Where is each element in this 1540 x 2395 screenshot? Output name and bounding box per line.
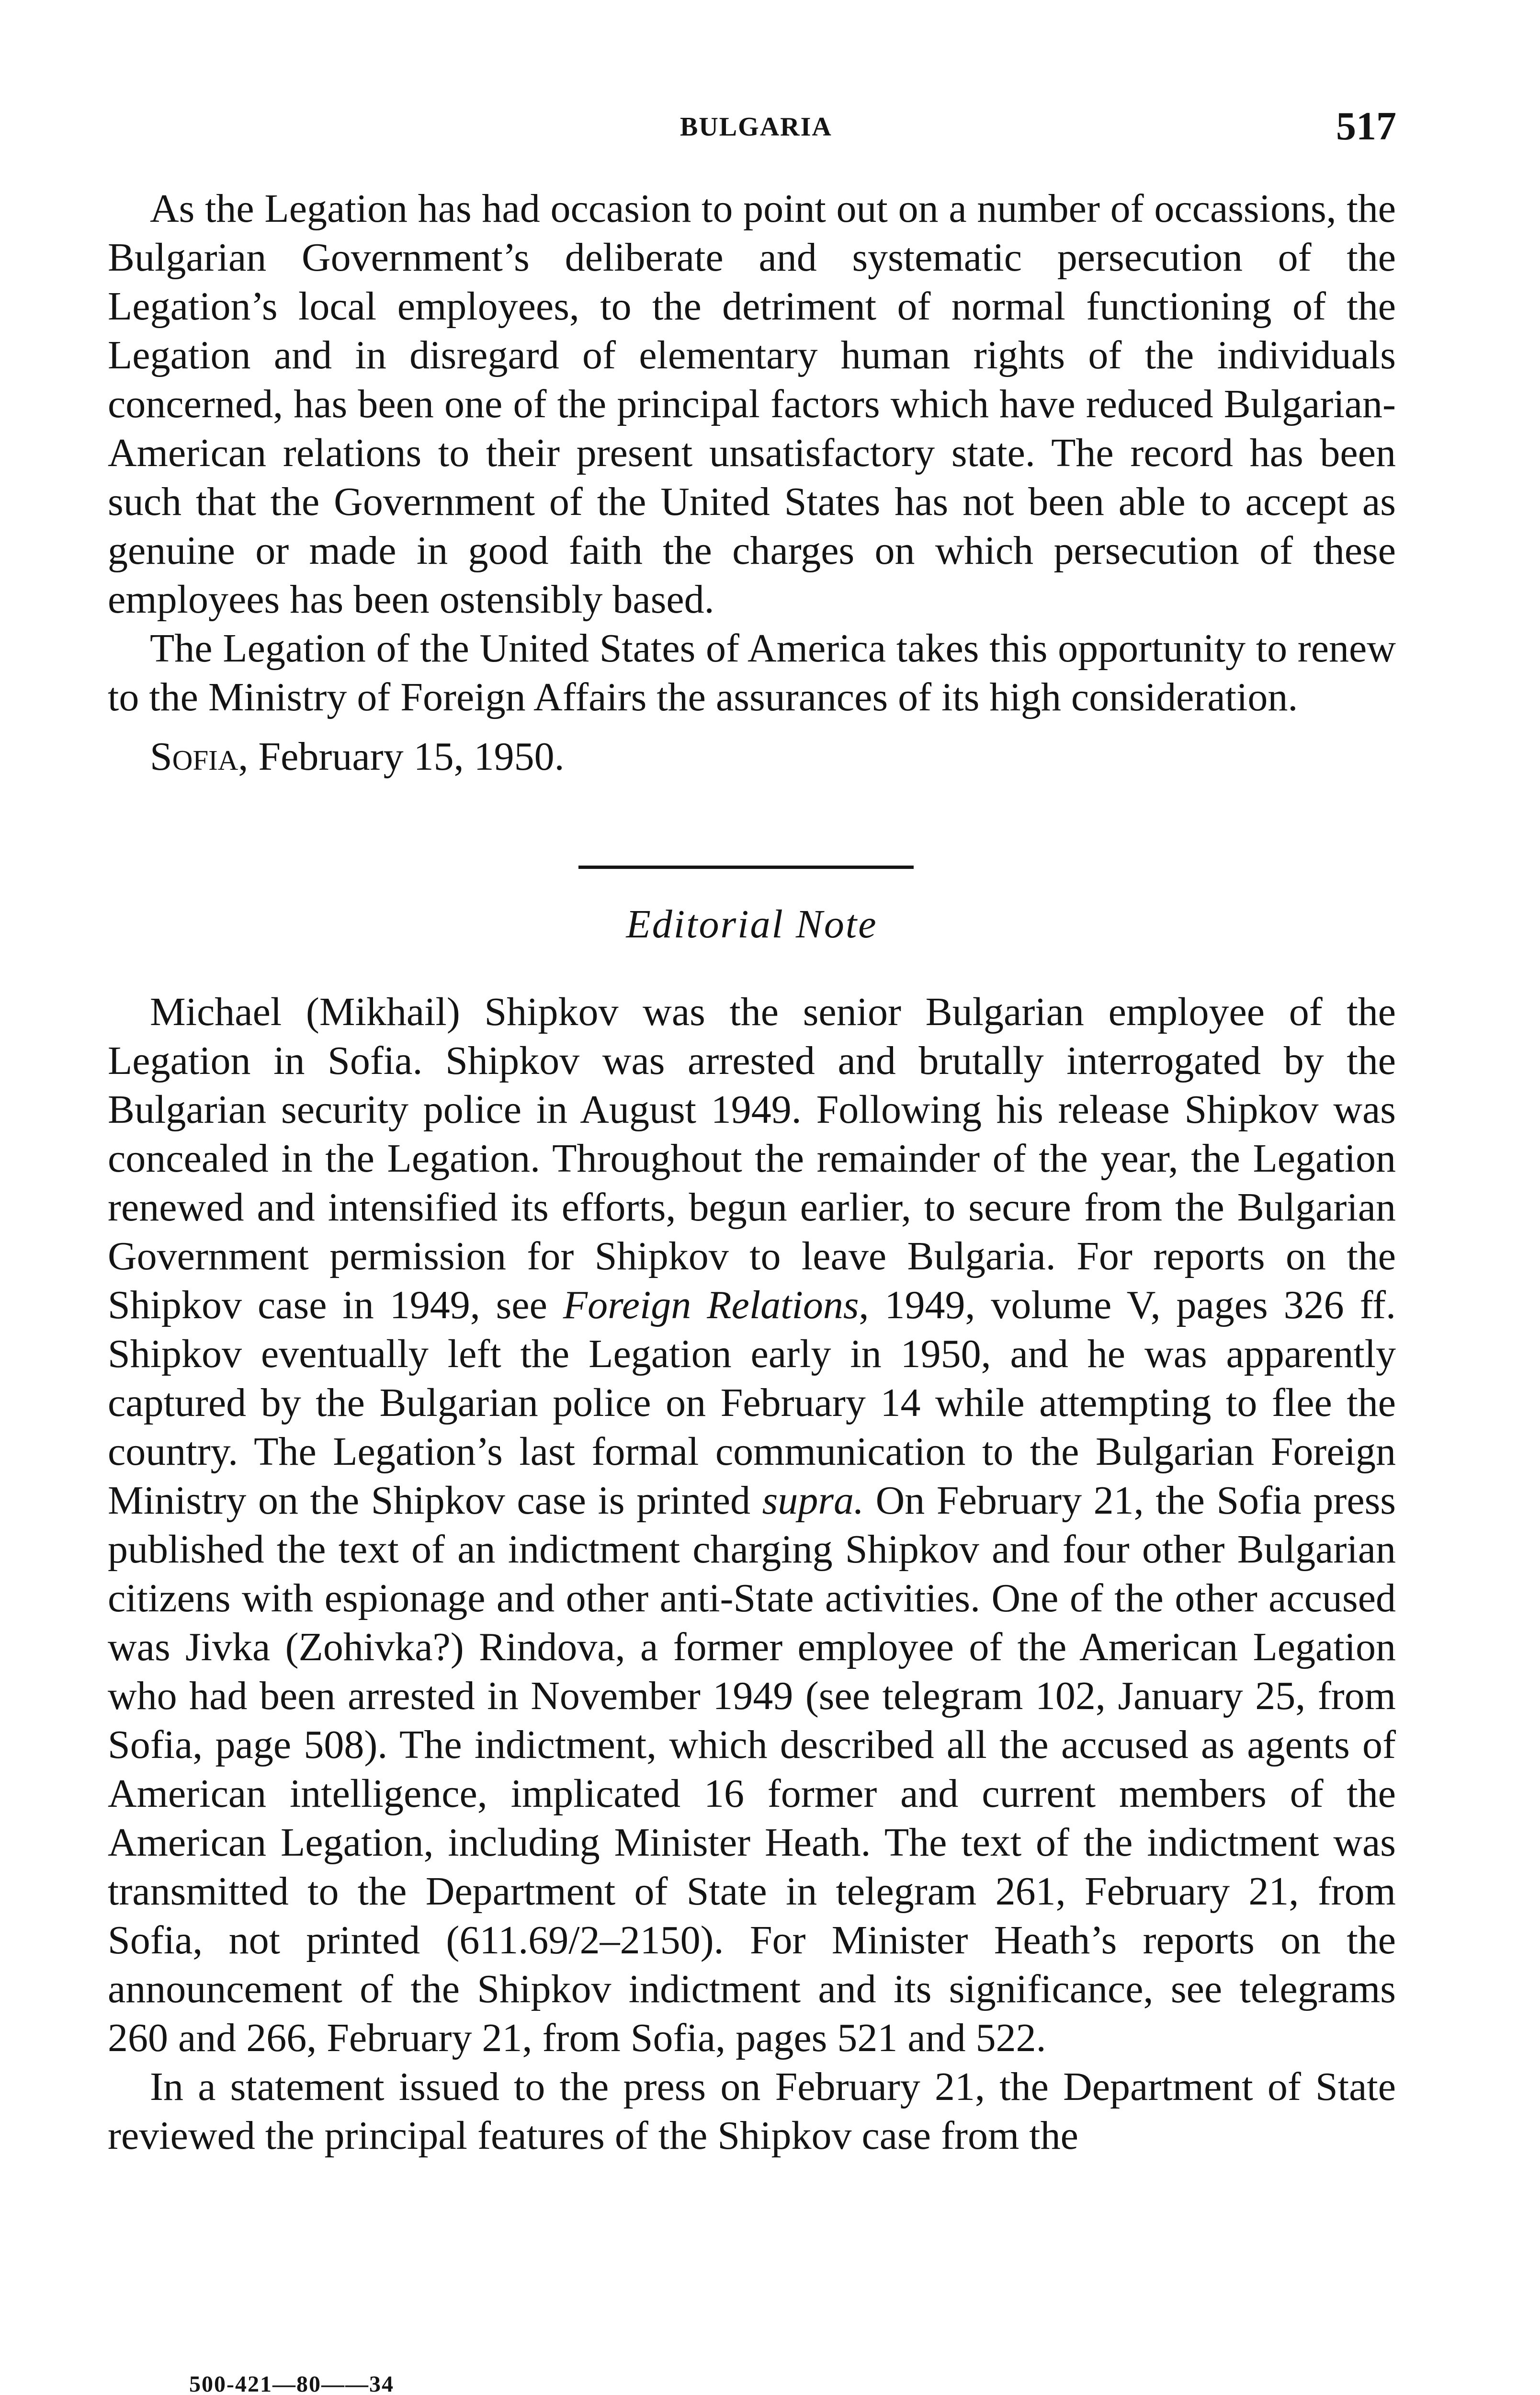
page-number: 517 (1336, 104, 1396, 148)
ed-p1-italic-supra: supra. (762, 1478, 864, 1523)
running-head (0, 103, 1540, 146)
letter-date: , February 15, 1950. (238, 734, 565, 779)
place-date-line (108, 732, 1396, 781)
editorial-paragraph-1 (108, 988, 1396, 2063)
editorial-paragraph-2: In a statement issued to the press on February 21, the Department of State reviewed the principal features of the Shipkov case from the (108, 2064, 1396, 2158)
letter-paragraph-1: As the Legation has had occasion to point out on a number of occassions, the Bulgarian Government’s deliberate and systematic persecution of the Legation’s local employees, to the detriment of normal functioning of the Legation and in disregard of elementary human rights of the individuals concerned, has been one of the principal factors which have reduced Bulgarian-American relations to their present unsatisfactory state. The record has been such that the Government of the United States has not been able to accept as genuine or made in good faith the charges on which persecution of these employees has been ostensibly based. (108, 186, 1396, 622)
page-body (108, 184, 1396, 2160)
ed-p1-text-a: Michael (Mikhail) Shipkov was the senior Bulgarian employee of the Legation in Sofia. Shipkov was arrested and brutally interrogated by the Bulgarian security police in August 1949. Following his release Shipkov was concealed in the Legation. Throughout the remainder of the year, the Legation renewed and intensified its efforts, begun earlier, to secure from the Bulgarian Government permission for Shipkov to leave Bulgaria. For reports on the Shipkov case in 1949, see (108, 990, 1396, 1327)
running-title: BULGARIA (680, 112, 832, 142)
editorial-note-title: Editorial Note (626, 902, 878, 947)
letter-paragraph-2: The Legation of the United States of America takes this opportunity to renew to the Ministry of Foreign Affairs the assurances of its high consideration. (108, 626, 1396, 719)
place-name: Sofia (150, 734, 238, 779)
section-divider (578, 866, 914, 869)
ed-p1-italic-foreign-relations: Foreign Relations (563, 1283, 859, 1327)
ed-p1-text-c: On February 21, the Sofia press published the text of an indictment charging Shipkov and four other Bulgarian citizens with espionage and other anti-State activities. One of the other accused was Jivka (Zohivka?) Rindova, a former employee of the American Legation who had been arrested in November 1949 (see telegram 102, January 25, from Sofia, page 508). The indictment, which described all the accused as agents of American intelligence, implicated 16 former and current members of the American Legation, including Minister Heath. The text of the indictment was transmitted to the Department of State in telegram 261, February 21, from Sofia, not printed (611.69/2–2150). For Minister Heath’s reports on the announcement of the Shipkov indictment and its significance, see telegrams 260 and 266, February 21, from Sofia, pages 521 and 522. (108, 1478, 1396, 2060)
printer-signature: 500-421—80——34 (189, 2372, 394, 2395)
ed-p1-text-b: , 1949, volume V, pages 326 ff. Shipkov eventually left the Legation early in 1950, and he was apparently captured by the Bulgarian police on February 14 while attempting to flee the country. The Legation’s last formal communication to the Bulgarian Foreign Ministry on the Shipkov case is printed (108, 1283, 1396, 1523)
